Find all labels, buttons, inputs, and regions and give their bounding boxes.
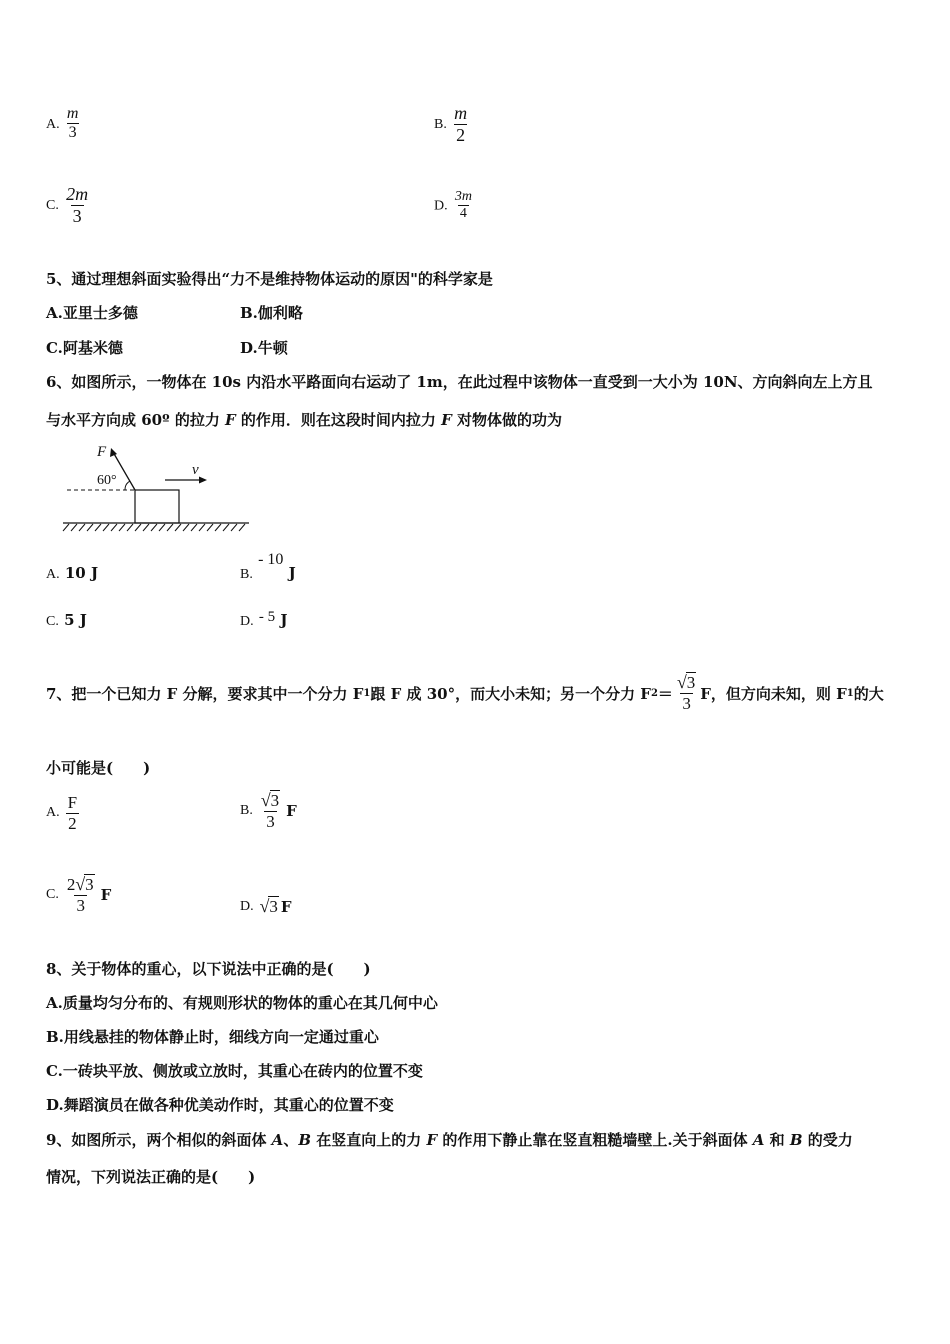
q4-option-a[interactable] — [46, 105, 80, 143]
q8-option-d[interactable]: D.舞蹈演员在做各种优美动作时，其重心的位置不变 — [46, 1096, 394, 1114]
q6-option-d[interactable] — [240, 607, 288, 629]
q6-stem-line1: 6、如图所示，一物体在 10s 内沿水平路面向右运动了 1m，在此过程中该物体一直受到一大小为 10N、方向斜向左上方且 — [46, 373, 873, 391]
numerator: 2 √ 3 — [66, 874, 94, 895]
denominator: 3 — [266, 811, 275, 831]
numerator: m — [454, 103, 468, 123]
velocity-arrowhead — [199, 477, 207, 484]
body-symbol: B — [298, 1131, 312, 1149]
subscript: 1 — [846, 687, 854, 699]
force-label: F — [97, 444, 107, 460]
option-value: - 5 — [258, 609, 276, 625]
fraction — [65, 874, 97, 915]
option-label: B. — [434, 117, 447, 133]
option-value: - 10 — [258, 551, 284, 568]
numerator: √ 3 — [676, 672, 696, 693]
text: 对物体做的功为 — [451, 411, 563, 429]
denominator: 4 — [459, 206, 467, 222]
subscript: 2 — [650, 687, 658, 699]
q4-option-c[interactable] — [46, 184, 90, 226]
q5-option-a[interactable]: A.亚里士多德 — [46, 304, 138, 322]
numerator: F — [67, 793, 78, 812]
fraction — [675, 672, 698, 713]
option-label: A. — [46, 805, 60, 821]
q7-option-b[interactable] — [240, 790, 297, 831]
square-root: √ 3 — [259, 896, 278, 916]
numerator: √ 3 — [260, 790, 280, 811]
fraction — [452, 103, 469, 145]
q6-stem-line2 — [46, 409, 562, 430]
block — [135, 490, 179, 523]
q5-option-b[interactable]: B.伽利略 — [240, 304, 303, 322]
denominator: 3 — [72, 205, 82, 226]
text: F，但方向未知，则 F — [700, 684, 847, 703]
option-value: 5 J — [64, 611, 87, 629]
force-arrowhead — [110, 448, 117, 457]
text: 跟 F 成 30°，而大小未知；另一个分力 F — [370, 684, 651, 703]
option-label: A. — [46, 567, 60, 582]
q9-stem-line2: 情况，下列说法正确的是( ) — [46, 1168, 256, 1186]
fraction — [453, 189, 474, 222]
option-label: D. — [240, 898, 254, 914]
q6-option-c[interactable] — [46, 611, 87, 630]
fraction — [259, 790, 282, 831]
option-unit: F — [286, 801, 297, 820]
q6-option-a[interactable] — [46, 564, 98, 583]
q8-stem: 8、关于物体的重心，以下说法中正确的是( ) — [46, 960, 371, 978]
text: 的作用．则在这段时间内拉力 — [235, 411, 442, 429]
body-symbol: A — [271, 1131, 284, 1149]
denominator: 3 — [76, 895, 85, 915]
velocity-label: v — [192, 462, 199, 478]
option-label: D. — [434, 198, 448, 214]
force-symbol: F — [225, 411, 236, 429]
q5-stem: 5、通过理想斜面实验得出“力不是维持物体运动的原因"的科学家是 — [46, 270, 493, 288]
option-unit: J — [288, 564, 296, 582]
force-symbol: F — [441, 411, 452, 429]
text: 的作用下静止靠在竖直粗糙墙壁上.关于斜面体 — [437, 1131, 753, 1149]
angle-arc — [125, 481, 130, 490]
ground-hatching — [63, 524, 245, 531]
option-label: B. — [240, 567, 253, 582]
option-value: 10 J — [64, 564, 99, 582]
fraction — [65, 105, 81, 143]
fraction — [66, 793, 79, 833]
angle-label: 60° — [97, 473, 117, 488]
body-symbol: A — [752, 1131, 765, 1149]
subscript: 1 — [363, 687, 371, 699]
text: ＝ — [657, 684, 673, 703]
option-unit: J — [280, 611, 288, 629]
q6-figure — [55, 438, 255, 538]
denominator: 3 — [68, 124, 77, 142]
numerator: 3m — [454, 189, 472, 204]
q6-option-b[interactable] — [240, 550, 296, 582]
q9-stem-line1 — [46, 1129, 853, 1150]
text: 、 — [283, 1131, 299, 1149]
option-label: C. — [46, 198, 59, 214]
numerator: 2m — [66, 184, 89, 204]
text: 与水平方向成 60º 的拉力 — [46, 411, 226, 429]
q8-option-c[interactable]: C.一砖块平放、侧放或立放时，其重心在砖内的位置不变 — [46, 1062, 423, 1080]
q7-option-d[interactable] — [240, 896, 292, 917]
option-label: C. — [46, 614, 59, 629]
option-label: B. — [240, 802, 253, 818]
option-label: A. — [46, 116, 60, 132]
text: 的大 — [853, 684, 884, 703]
q8-option-b[interactable]: B.用线悬挂的物体静止时，细线方向一定通过重心 — [46, 1028, 379, 1046]
q5-option-d[interactable]: D.牛顿 — [240, 339, 288, 357]
text: 在竖直向上的力 — [311, 1131, 427, 1149]
option-unit: F — [100, 885, 112, 904]
denominator: 2 — [456, 124, 466, 145]
force-symbol: F — [426, 1131, 438, 1149]
q8-option-a[interactable]: A.质量均匀分布的、有规则形状的物体的重心在其几何中心 — [46, 994, 438, 1012]
option-unit: F — [280, 897, 292, 916]
text: 的受力 — [802, 1131, 853, 1149]
body-symbol: B — [789, 1131, 803, 1149]
q5-option-c[interactable]: C.阿基米德 — [46, 339, 123, 357]
option-label: C. — [46, 886, 59, 902]
text: 7、把一个已知力 F 分解，要求其中一个分力 F — [46, 684, 364, 703]
text: 9、如图所示，两个相似的斜面体 — [46, 1131, 272, 1149]
text: 和 — [764, 1131, 790, 1149]
q4-option-d[interactable] — [434, 189, 474, 222]
q7-stem-line1 — [46, 668, 884, 718]
q4-option-b[interactable] — [434, 103, 469, 145]
option-label: D. — [240, 614, 254, 629]
fraction — [64, 184, 90, 226]
denominator: 3 — [682, 694, 691, 713]
q7-option-a[interactable] — [46, 793, 79, 833]
numerator: m — [66, 105, 79, 122]
q7-option-c[interactable] — [46, 874, 111, 915]
denominator: 2 — [68, 813, 77, 833]
q7-stem-line2: 小可能是( ) — [46, 759, 151, 777]
